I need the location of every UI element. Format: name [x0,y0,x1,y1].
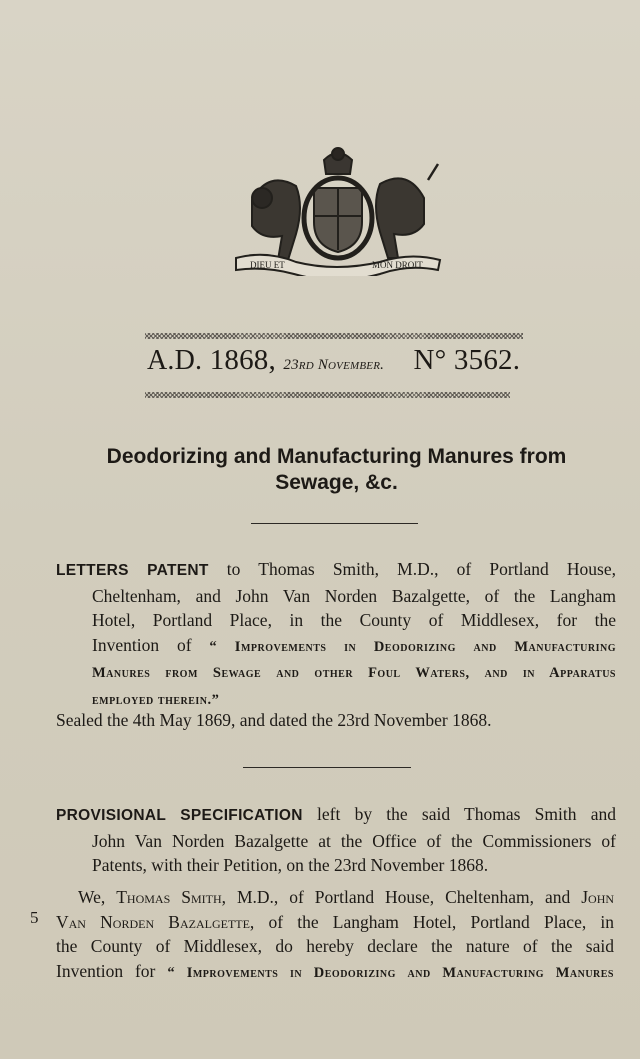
body-line-2-rest: of the Langham Hotel, Portland Place, in [268,911,614,932]
letters-patent-lead: LETTERS PATENT [56,562,209,579]
invention-title-part-2: Manures from Sewage and other Foul Waters, and in Apparatus [92,665,616,681]
body-paragraph [56,885,614,985]
inventor-name-1: Thomas Smith, [116,887,226,907]
body-line-4-start: Invention for [56,960,156,981]
section-divider-2 [243,767,411,768]
patent-header [147,344,527,377]
patent-year: 1868, [209,344,276,376]
section-divider-1 [251,523,418,524]
invention-title-part-1: “ Improvements in Deodorizing and Manufacturing [209,638,617,655]
provisional-line-3: Patents, with their Petition, on the 23rd November 1868. [92,855,489,875]
title-line-1: Deodorizing and Manufacturing Manures from [106,445,567,468]
royal-coat-of-arms-icon [232,140,444,276]
decorative-rule-top [145,333,523,339]
motto-right: MON DROIT [372,260,423,270]
decorative-rule-bottom [145,392,510,398]
patent-title [60,444,613,496]
body-line-1-start: We, [78,887,106,907]
ad-label: A.D. [147,345,203,376]
provisional-line-2: John Van Norden Bazalgette at the Office of the Commissioners of [92,830,616,851]
title-line-2: Sewage, &c. [275,471,398,494]
provisional-specification-paragraph [56,802,616,878]
patent-number: N° 3562. [413,344,521,376]
body-line-3: the County of Middlesex, do hereby declare the nature of the said [56,936,614,956]
letters-patent-line-1: to Thomas Smith, M.D., of Portland House, [226,559,616,579]
inventor-name-2-end: Van Norden Bazalgette, [56,911,255,932]
inventor-name-2-start: John [581,887,615,907]
motto-left: DIEU ET [250,260,285,270]
patent-date: 23rd November. [283,357,385,373]
margin-line-number: 5 [30,908,39,927]
letters-patent-line-3: Hotel, Portland Place, in the County of Middlesex, for the [92,610,616,630]
provisional-lead: PROVISIONAL SPECIFICATION [56,807,303,824]
provisional-line-1: left by the said Thomas Smith and [317,804,617,824]
invention-title-repeat: “ Improvements in Deodorizing and Manufacturing Manures [167,964,614,981]
invention-title-part-3: employed therein.” [92,691,220,708]
sealed-date-line: Sealed the 4th May 1869, and dated the 23rd November 1868. [56,710,492,730]
letters-patent-line-2: Cheltenham, and John Van Norden Bazalgette, of the Langham [92,585,616,606]
letters-patent-line-4-start: Invention of [92,634,192,655]
body-line-1-mid: M.D., of Portland House, Cheltenham, and [236,887,571,907]
letters-patent-paragraph [56,557,616,712]
